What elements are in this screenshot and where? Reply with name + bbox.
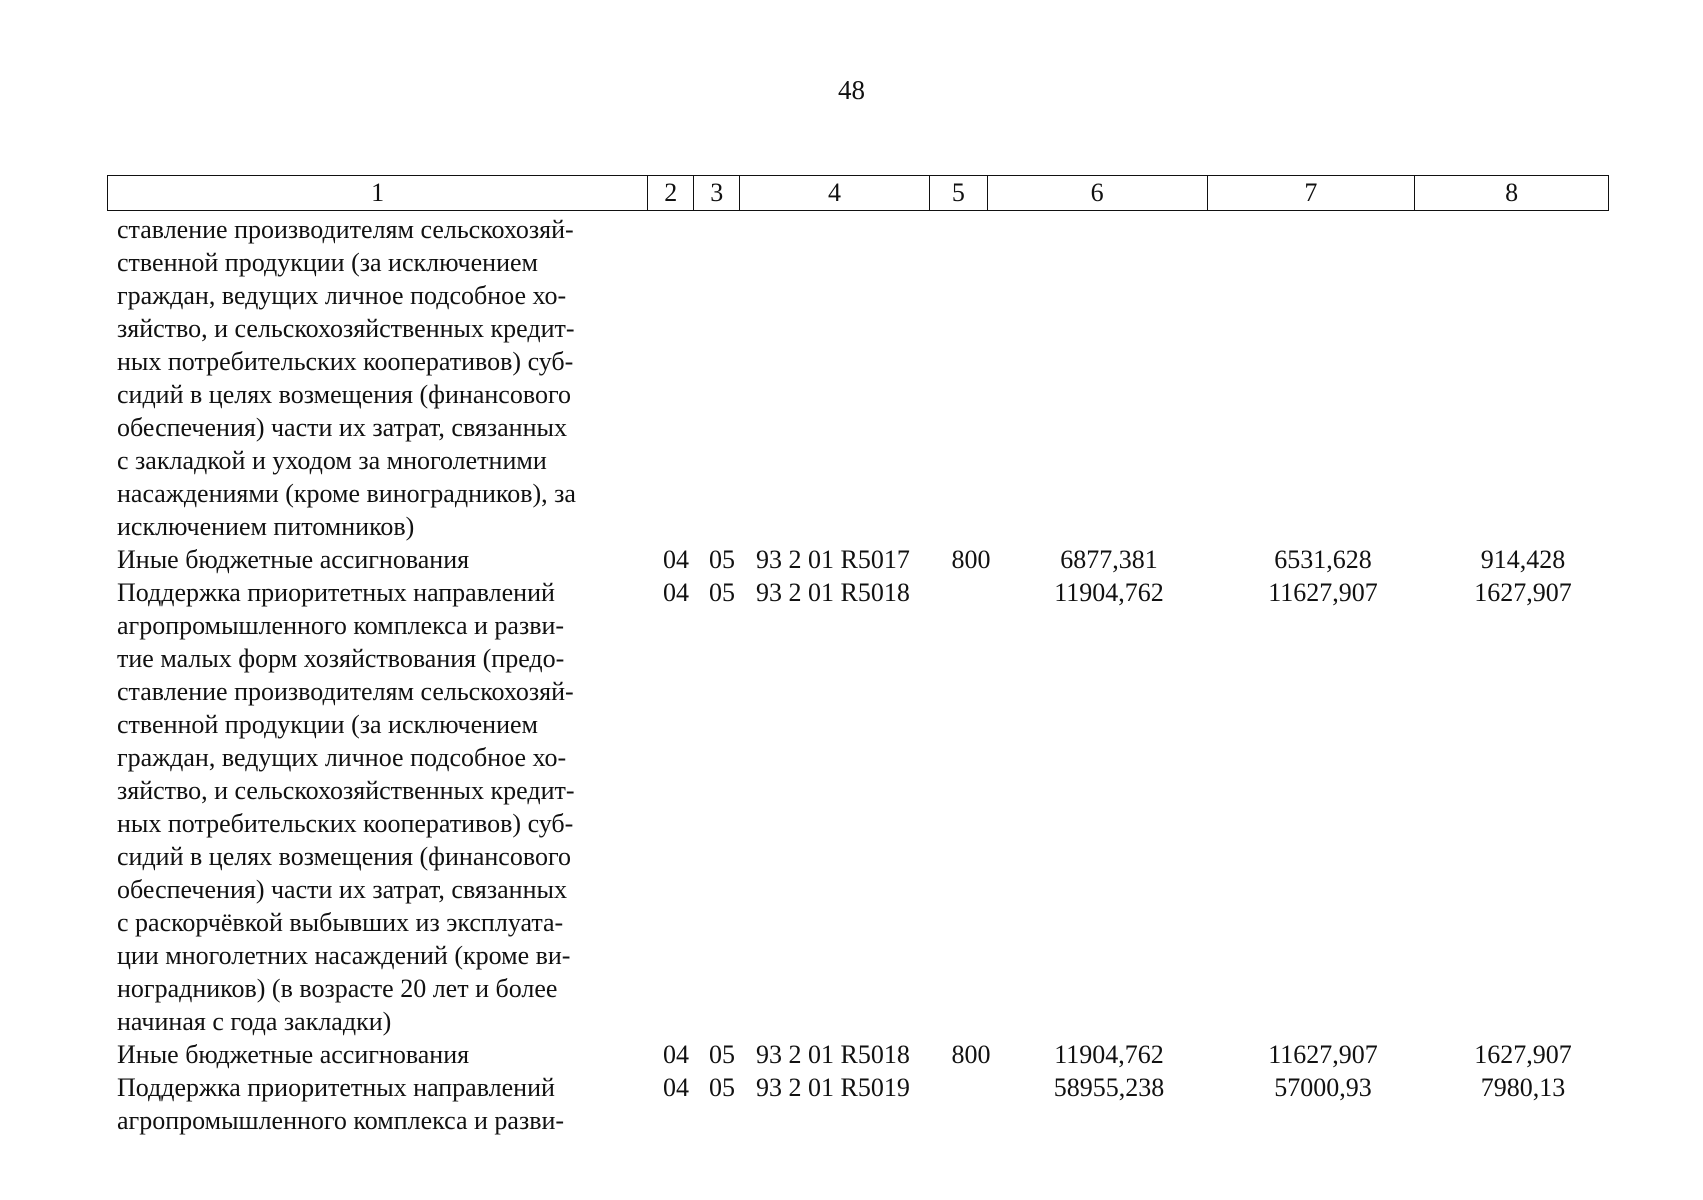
header-col-6: 6 xyxy=(988,176,1208,210)
description-line: насаждениями (кроме виноградников), за xyxy=(117,479,576,508)
description-line: ставление производителям сельскохозяй- xyxy=(117,677,574,706)
description-line: исключением питомников) xyxy=(117,512,415,541)
description-line: ных потребительских кооперативов) суб- xyxy=(117,809,574,838)
description-line: агропромышленного комплекса и разви- xyxy=(117,611,565,640)
table-body xyxy=(117,213,1617,1137)
section-code: 04 xyxy=(663,1040,689,1069)
description-line: граждан, ведущих личное подсобное хо- xyxy=(117,281,567,310)
row-description xyxy=(117,576,641,1038)
table-row xyxy=(117,576,1617,1038)
row-description xyxy=(117,213,641,543)
description-line: Иные бюджетные ассигнования xyxy=(117,545,470,574)
description-line: ставление производителям сельскохозяй- xyxy=(117,215,574,244)
description-line: ных потребительских кооперативов) суб- xyxy=(117,347,574,376)
amount-col-7: 11627,907 xyxy=(1268,1040,1378,1069)
target-article-code: 93 2 01 R5019 xyxy=(756,1073,910,1102)
amount-col-8: 1627,907 xyxy=(1474,578,1572,607)
description-line: зяйство, и сельскохозяйственных кредит- xyxy=(117,776,575,805)
description-line: ноградников) (в возрасте 20 лет и более xyxy=(117,974,558,1003)
header-col-5: 5 xyxy=(930,176,988,210)
header-col-2: 2 xyxy=(648,176,694,210)
header-col-7: 7 xyxy=(1208,176,1416,210)
table-row xyxy=(117,213,1617,543)
header-col-3: 3 xyxy=(694,176,740,210)
row-description xyxy=(117,1071,641,1137)
header-col-8: 8 xyxy=(1505,178,1519,207)
description-line: Поддержка приоритетных направлений xyxy=(117,1073,555,1102)
target-article-code: 93 2 01 R5018 xyxy=(756,1040,910,1069)
amount-col-7: 6531,628 xyxy=(1274,545,1372,574)
header-col-1: 1 xyxy=(108,176,648,210)
description-line: обеспечения) части их затрат, связанных xyxy=(117,413,567,442)
table-row xyxy=(117,543,1617,576)
section-code: 04 xyxy=(663,545,689,574)
description-line: обеспечения) части их затрат, связанных xyxy=(117,875,567,904)
description-line: ственной продукции (за исключением xyxy=(117,248,538,277)
subsection-code: 05 xyxy=(709,578,735,607)
description-line: ции многолетних насаждений (кроме ви- xyxy=(117,941,571,970)
description-line: Иные бюджетные ассигнования xyxy=(117,1040,470,1069)
amount-col-6: 58955,238 xyxy=(1053,1073,1165,1102)
section-code: 04 xyxy=(663,1073,689,1102)
table-row xyxy=(117,1071,1617,1137)
subsection-code: 05 xyxy=(709,545,735,574)
page-number: 48 xyxy=(838,75,865,105)
header-col-4: 4 xyxy=(740,176,930,210)
description-line: с раскорчёвкой выбывших из эксплуата- xyxy=(117,908,564,937)
description-line: граждан, ведущих личное подсобное хо- xyxy=(117,743,567,772)
target-article-code: 93 2 01 R5018 xyxy=(756,578,910,607)
table-row xyxy=(117,1038,1617,1071)
expense-type-code: 800 xyxy=(951,1040,991,1069)
amount-col-7: 57000,93 xyxy=(1274,1073,1372,1102)
description-line: агропромышленного комплекса и разви- xyxy=(117,1106,565,1135)
description-line: зяйство, и сельскохозяйственных кредит- xyxy=(117,314,575,343)
description-line: ственной продукции (за исключением xyxy=(117,710,538,739)
expense-type-code: 800 xyxy=(951,545,991,574)
row-description xyxy=(117,543,641,576)
amount-col-8: 1627,907 xyxy=(1474,1040,1572,1069)
amount-col-8: 914,428 xyxy=(1480,545,1566,574)
description-line: сидий в целях возмещения (финансового xyxy=(117,380,571,409)
subsection-code: 05 xyxy=(709,1073,735,1102)
row-description xyxy=(117,1038,641,1071)
amount-col-6: 11904,762 xyxy=(1054,578,1164,607)
subsection-code: 05 xyxy=(709,1040,735,1069)
amount-col-7: 11627,907 xyxy=(1268,578,1378,607)
table-header xyxy=(107,175,1609,211)
section-code: 04 xyxy=(663,578,689,607)
description-line: сидий в целях возмещения (финансового xyxy=(117,842,571,871)
amount-col-8: 7980,13 xyxy=(1480,1073,1566,1102)
description-line: с закладкой и уходом за многолетними xyxy=(117,446,547,475)
amount-col-6: 11904,762 xyxy=(1054,1040,1164,1069)
description-line: Поддержка приоритетных направлений xyxy=(117,578,555,607)
description-line: тие малых форм хозяйствования (предо- xyxy=(117,644,565,673)
target-article-code: 93 2 01 R5017 xyxy=(756,545,910,574)
amount-col-6: 6877,381 xyxy=(1060,545,1158,574)
description-line: начиная с года закладки) xyxy=(117,1007,392,1036)
